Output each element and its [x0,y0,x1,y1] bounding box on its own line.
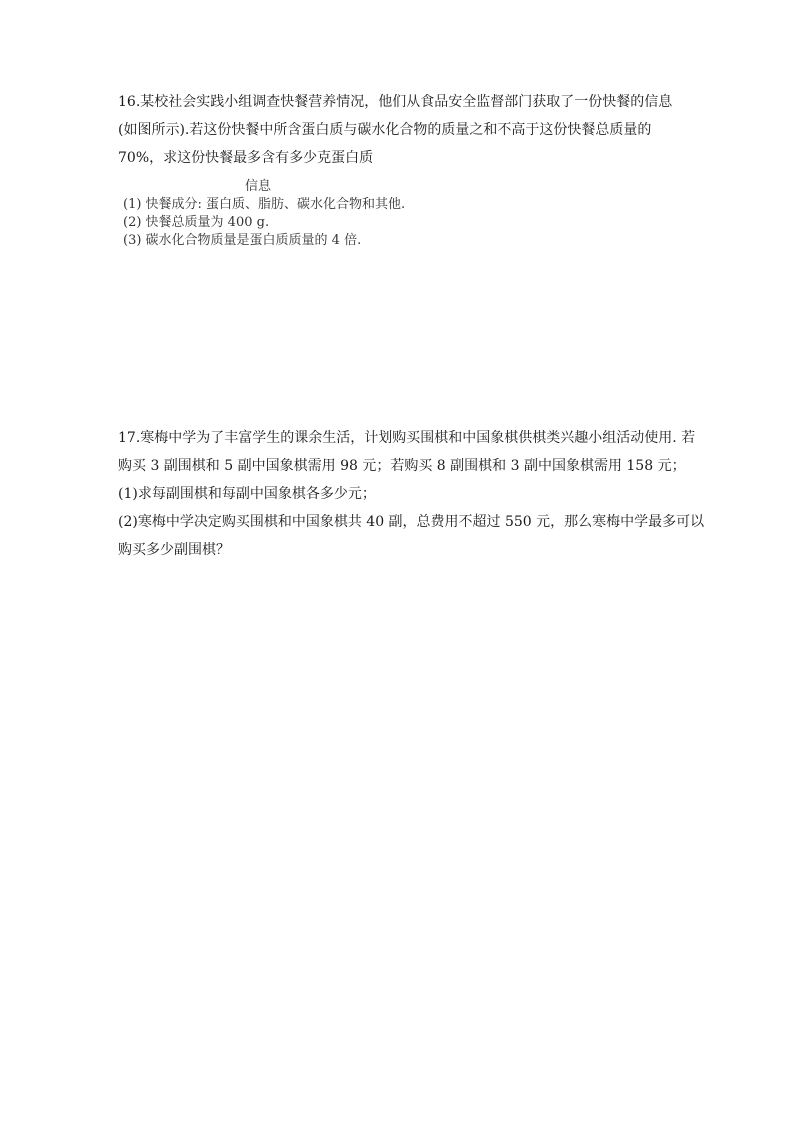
info-item-1: (1) 快餐成分: 蛋白质、脂肪、碳水化合物和其他. [123,197,406,212]
question-17-line-2: 购买 3 副围棋和 5 副中国象棋需用 98 元；若购买 8 副围棋和 3 副中国象棋需用 158 元； [118,458,686,474]
question-16-line-1: 16.某校社会实践小组调查快餐营养情况，他们从食品安全监督部门获取了一份快餐的信息 [118,94,673,110]
info-item-2: (2) 快餐总质量为 400 g. [123,215,270,230]
info-item-3: (3) 碳水化合物质量是蛋白质质量的 4 倍. [123,233,362,248]
question-16-line-3: 70%，求这份快餐最多含有多少克蛋白质 [118,150,374,166]
question-17 [118,424,708,564]
question-16 [118,88,708,172]
question-17-line-1: 17.寒梅中学为了丰富学生的课余生活，计划购买围棋和中国象棋供棋类兴趣小组活动使用. 若 [118,430,696,446]
question-17-part-2: (2)寒梅中学决定购买围棋和中国象棋共 40 副，总费用不超过 550 元，那么寒梅中学最多可以 [118,514,705,530]
question-17-part-2-cont: 购买多少副围棋？ [118,542,230,558]
question-17-part-1: (1)求每副围棋和每副中国象棋各多少元； [118,486,376,502]
info-figure-title: 信息 [245,179,272,194]
question-16-line-2: (如图所示).若这份快餐中所含蛋白质与碳水化合物的质量之和不高于这份快餐总质量的 [118,122,652,138]
info-figure [123,178,543,250]
